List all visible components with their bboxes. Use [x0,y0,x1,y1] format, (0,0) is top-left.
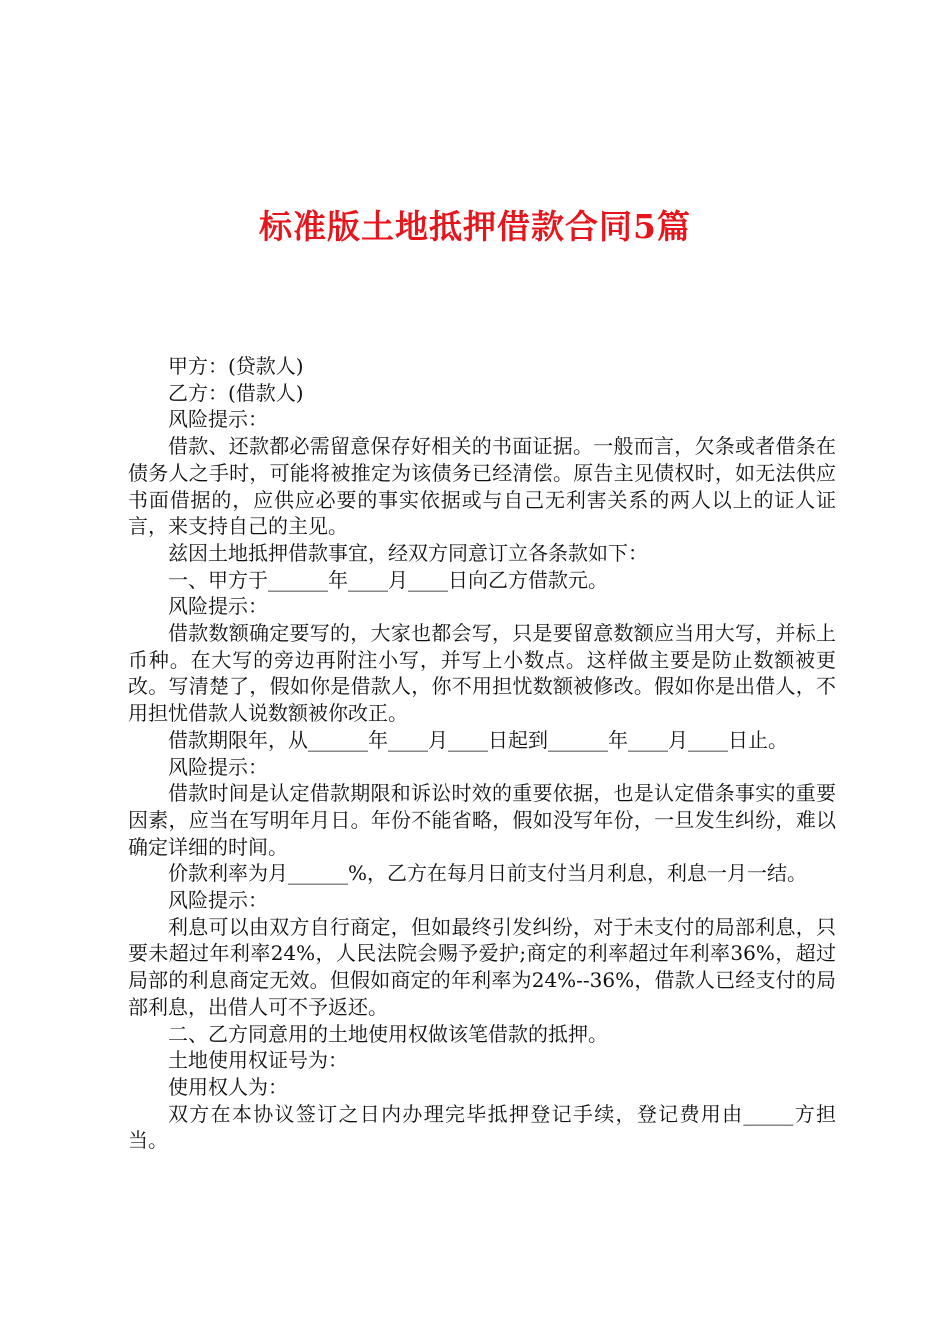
party-a-line: 甲方：(贷款人) [168,354,304,378]
risk-tip-heading: 风险提示： [168,407,268,432]
document-body [128,353,836,1154]
loan-term-paragraph: 借款期限年，从______年____月____日起到______年____月____日止。 [168,727,788,752]
risk-tip-heading: 风险提示： [168,754,268,779]
risk-tip-heading: 风险提示： [168,594,268,619]
land-certificate-line: 土地使用权证号为： [168,1048,348,1073]
interest-rate-paragraph: 价款利率为月______%，乙方在每月日前支付当月利息，利息一月一结。 [168,861,808,886]
preamble-paragraph: 兹因土地抵押借款事宜，经双方同意订立各条款如下： [168,540,648,565]
document-title: 标准版土地抵押借款合同5篇 [259,207,691,246]
risk-tip-paragraph: 借款数额确定要写的，大家也都会写，只是要留意数额应当用大写，并标上币种。在大写的旁边再附注小写，并写上小数点。这样做主要是防止数额被更改。写清楚了，假如你是借款人，你不用担忧数额被修改。假如你是出借人，不用担忧借款人说数额被你改正。 [128,621,836,726]
risk-tip-paragraph: 借款时间是认定借款期限和诉讼时效的重要依据，也是认定借条事实的重要因素，应当在写明年月日。年份不能省略，假如没写年份，一旦发生纠纷，难以确定详细的时间。 [128,781,836,859]
clause-1-paragraph: 一、甲方于______年____月____日向乙方借款元。 [168,567,608,592]
land-user-line: 使用权人为： [168,1074,288,1099]
risk-tip-paragraph: 利息可以由双方自行商定，但如最终引发纠纷，对于未支付的局部利息，只要未超过年利率24%，人民法院会赐予爱护;商定的利率超过年利率36%，超过局部的利息商定无效。但假如商定的年利率为24%--36%，借款人已经支付的局部利息，出借人可不予返还。 [128,914,836,1019]
party-b-line: 乙方：(借款人) [168,380,304,405]
registration-paragraph: 双方在本协议签订之日内办理完毕抵押登记手续，登记费用由_____方担当。 [128,1101,836,1153]
clause-2-paragraph: 二、乙方同意用的土地使用权做该笔借款的抵押。 [168,1021,608,1046]
risk-tip-paragraph: 借款、还款都必需留意保存好相关的书面证据。一般而言，欠条或者借条在债务人之手时，可能将被推定为该债务已经清偿。原告主见债权时，如无法供应书面借据的，应供应必要的事实依据或与自己无利害关系的两人以上的证人证言，来支持自己的主见。 [128,434,836,539]
risk-tip-heading: 风险提示： [168,888,268,913]
